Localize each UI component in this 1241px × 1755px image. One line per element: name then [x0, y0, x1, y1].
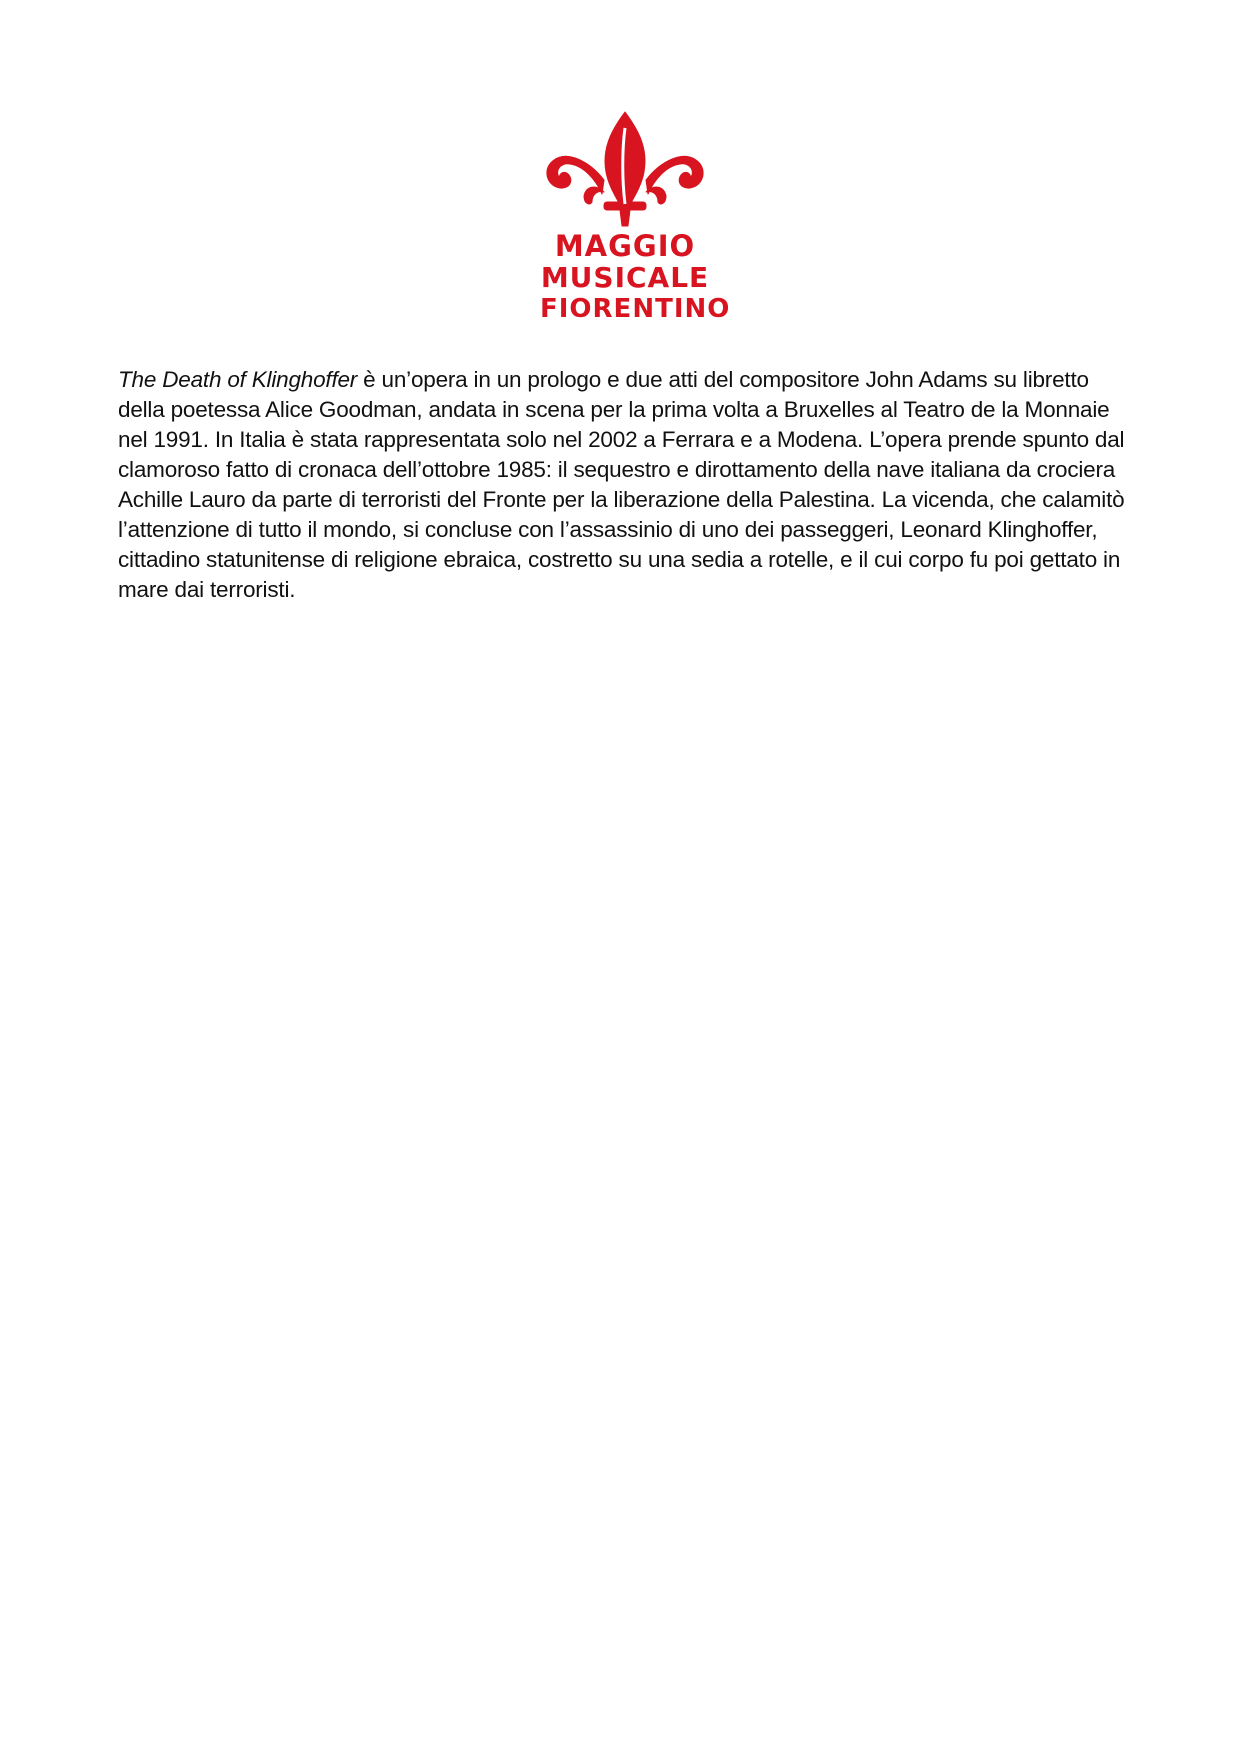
fleur-de-lis-icon	[540, 110, 710, 230]
maggio-musicale-logo	[540, 110, 731, 330]
logo-line-2: MUSICALE	[540, 261, 710, 294]
logo-line-1: MAGGIO	[554, 229, 696, 263]
opera-title: The Death of Klinghoffer	[118, 367, 358, 392]
article-paragraph	[118, 365, 1138, 605]
logo-line-3: FIORENTINO	[540, 294, 731, 324]
article-body-text: è un’opera in un prologo e due atti del compositore John Adams su libretto della poetessa Alice Goodman, andata in scena per la prima volta a Bruxelles al Teatro de la Monnaie nel 1991. In Italia è stata rappresentata solo nel 2002 a Ferrara e a Modena. L’opera prende spunto dal clamoroso fatto di cronaca dell’ottobre 1985: il sequestro e dirottamento della nave italiana da crociera Achille Lauro da parte di terroristi del Fronte per la liberazione della Palestina. La vicenda, che calamitò l’attenzione di tutto il mondo, si concluse con l’assassinio di uno dei passeggeri, Leonard Klinghoffer, cittadino statunitense di religione ebraica, costretto su una sedia a rotelle, e il cui corpo fu poi gettato in mare dai terroristi.	[118, 367, 1125, 602]
